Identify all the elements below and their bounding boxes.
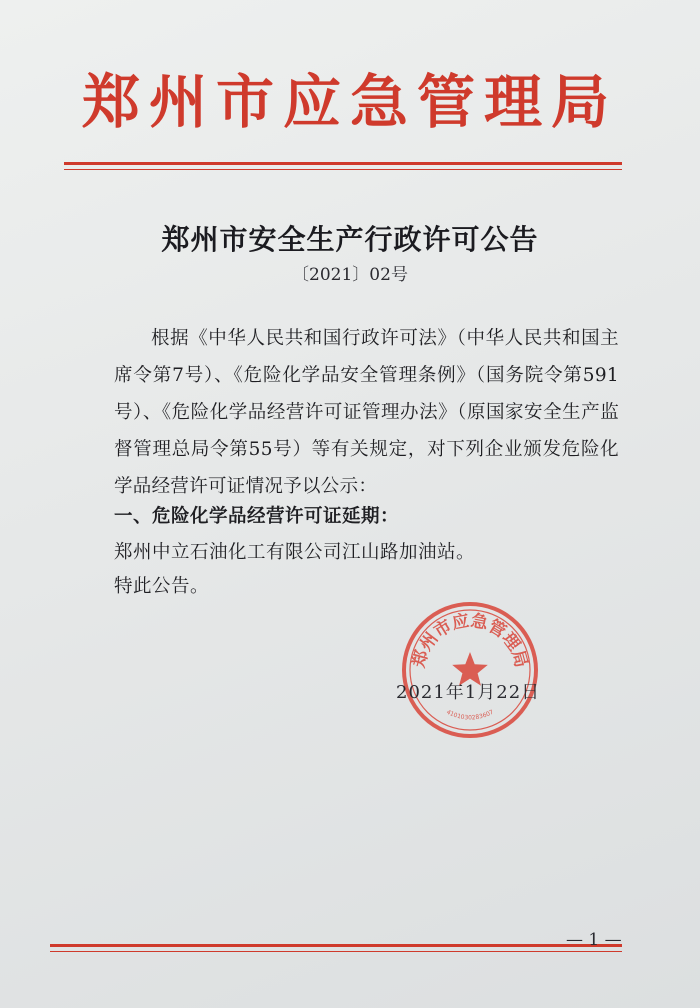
header-rule-thick (64, 162, 622, 165)
seal-code: 4101030283607 (445, 708, 495, 722)
header-rule-thin (64, 169, 622, 170)
page-number: — 1 — (566, 930, 622, 950)
footer-rule-thick (50, 944, 622, 947)
document-title: 郑州市安全生产行政许可公告 (161, 223, 539, 256)
closing-text: 特此公告。 (114, 576, 210, 597)
document-date: 2021年1月22日 (396, 682, 541, 703)
organization-header: 郑州市应急管理局 (81, 68, 618, 136)
company-line: 郑州中立石油化工有限公司江山路加油站。 (114, 542, 476, 563)
footer-rule-thin (50, 951, 622, 952)
seal-text: 郑州市应急管理局 (408, 611, 532, 670)
document-number: 〔2021〕02号 (292, 265, 408, 285)
section-heading: 一、危险化学品经营许可证延期： (114, 506, 400, 527)
official-seal (400, 600, 540, 740)
body-paragraph: 根据《中华人民共和国行政许可法》（中华人民共和国主席令第7号）、《危险化学品安全管理条例》（国务院令第591号）、《危险化学品经营许可证管理办法》（原国家安全生产监督管理总局令第55号）等有关规定，对下列企业颁发危险化学品经营许可证情况予以公示： (114, 328, 619, 497)
